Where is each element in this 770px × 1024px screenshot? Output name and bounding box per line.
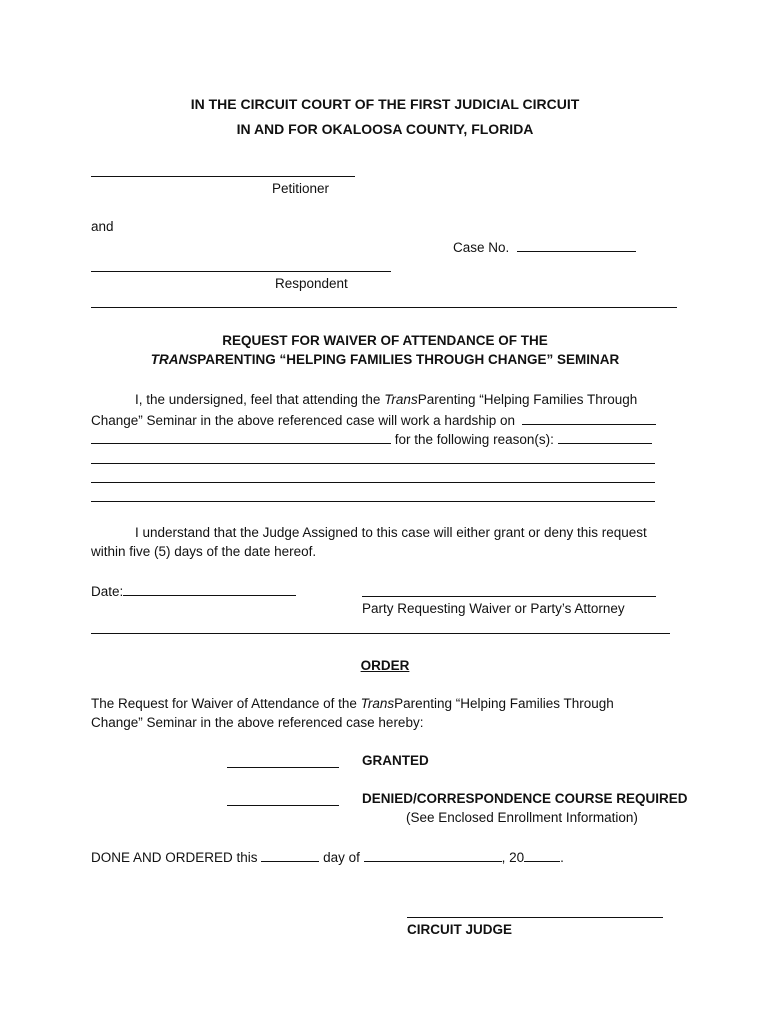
reason-field-4[interactable] xyxy=(91,501,655,502)
date-row xyxy=(91,582,296,599)
reason-field-2[interactable] xyxy=(91,463,655,464)
p1-rest: Parenting “Helping Families Through xyxy=(417,392,638,407)
party-signature-line[interactable] xyxy=(362,596,656,597)
petitioner-name-line[interactable] xyxy=(91,176,355,177)
done-year-label: , 20 xyxy=(501,850,525,865)
reason-field-1[interactable] xyxy=(558,430,652,444)
request-title-line2 xyxy=(0,352,770,367)
hardship-person-field[interactable] xyxy=(91,430,391,444)
case-no-row xyxy=(453,238,636,255)
case-no-label: Case No. xyxy=(453,240,510,255)
p1-line2: Change” Seminar in the above referenced case will work a hardship on xyxy=(91,413,515,428)
denied-note: (See Enclosed Enrollment Information) xyxy=(406,810,638,825)
hardship-paragraph-line1 xyxy=(135,392,637,407)
granted-label: GRANTED xyxy=(362,753,429,768)
request-title-italic: TRANS xyxy=(150,352,198,367)
reason-field-3[interactable] xyxy=(91,482,655,483)
denied-field[interactable] xyxy=(227,805,339,806)
respondent-name-line[interactable] xyxy=(91,271,391,272)
request-title-rest: PARENTING “HELPING FAMILIES THROUGH CHANGE” SEMINAR xyxy=(197,352,620,367)
order-heading: ORDER xyxy=(360,658,410,673)
and-label: and xyxy=(91,219,114,234)
respondent-label: Respondent xyxy=(275,276,348,291)
order-text-start: The Request for Waiver of Attendance of the xyxy=(91,696,361,711)
order-text-line1 xyxy=(91,696,614,711)
hardship-paragraph-line2 xyxy=(91,411,656,428)
p1-italic: Trans xyxy=(384,392,418,407)
order-text-rest: Parenting “Helping Families Through xyxy=(394,696,614,711)
date-field[interactable] xyxy=(123,582,296,596)
request-title-line1: REQUEST FOR WAIVER OF ATTENDANCE OF THE xyxy=(222,333,548,348)
done-period: . xyxy=(560,850,564,865)
judge-signature-line[interactable] xyxy=(407,917,663,918)
p1-start: I, the undersigned, feel that attending the xyxy=(135,392,385,407)
separator-line xyxy=(91,307,677,308)
hardship-paragraph-line3 xyxy=(91,430,652,447)
order-text-italic: Trans xyxy=(360,696,395,711)
done-month-field[interactable] xyxy=(364,848,502,862)
done-day-of-label: day of xyxy=(323,850,360,865)
petitioner-label: Petitioner xyxy=(272,181,330,196)
party-signature-label: Party Requesting Waiver or Party’s Attorney xyxy=(362,601,625,616)
circuit-judge-label: CIRCUIT JUDGE xyxy=(407,922,513,937)
done-label: DONE AND ORDERED this xyxy=(91,850,258,865)
order-text-line2: Change” Seminar in the above referenced case hereby: xyxy=(91,715,424,730)
hardship-on-field[interactable] xyxy=(522,411,656,425)
granted-field[interactable] xyxy=(227,767,339,768)
done-day-field[interactable] xyxy=(261,848,319,862)
case-no-field[interactable] xyxy=(517,238,636,252)
done-year-field[interactable] xyxy=(524,848,560,862)
done-and-ordered-row xyxy=(91,848,564,865)
p1-line3: for the following reason(s): xyxy=(394,432,554,447)
understand-paragraph-line2: within five (5) days of the date hereof. xyxy=(91,544,317,559)
denied-label: DENIED/CORRESPONDENCE COURSE REQUIRED xyxy=(362,791,688,806)
separator-line-2 xyxy=(91,633,670,634)
date-label: Date: xyxy=(91,584,124,599)
court-header-line1: IN THE CIRCUIT COURT OF THE FIRST JUDICIAL CIRCUIT xyxy=(190,96,580,112)
understand-paragraph-line1: I understand that the Judge Assigned to this case will either grant or deny this request xyxy=(135,525,647,540)
court-header-line2: IN AND FOR OKALOOSA COUNTY, FLORIDA xyxy=(236,121,534,137)
